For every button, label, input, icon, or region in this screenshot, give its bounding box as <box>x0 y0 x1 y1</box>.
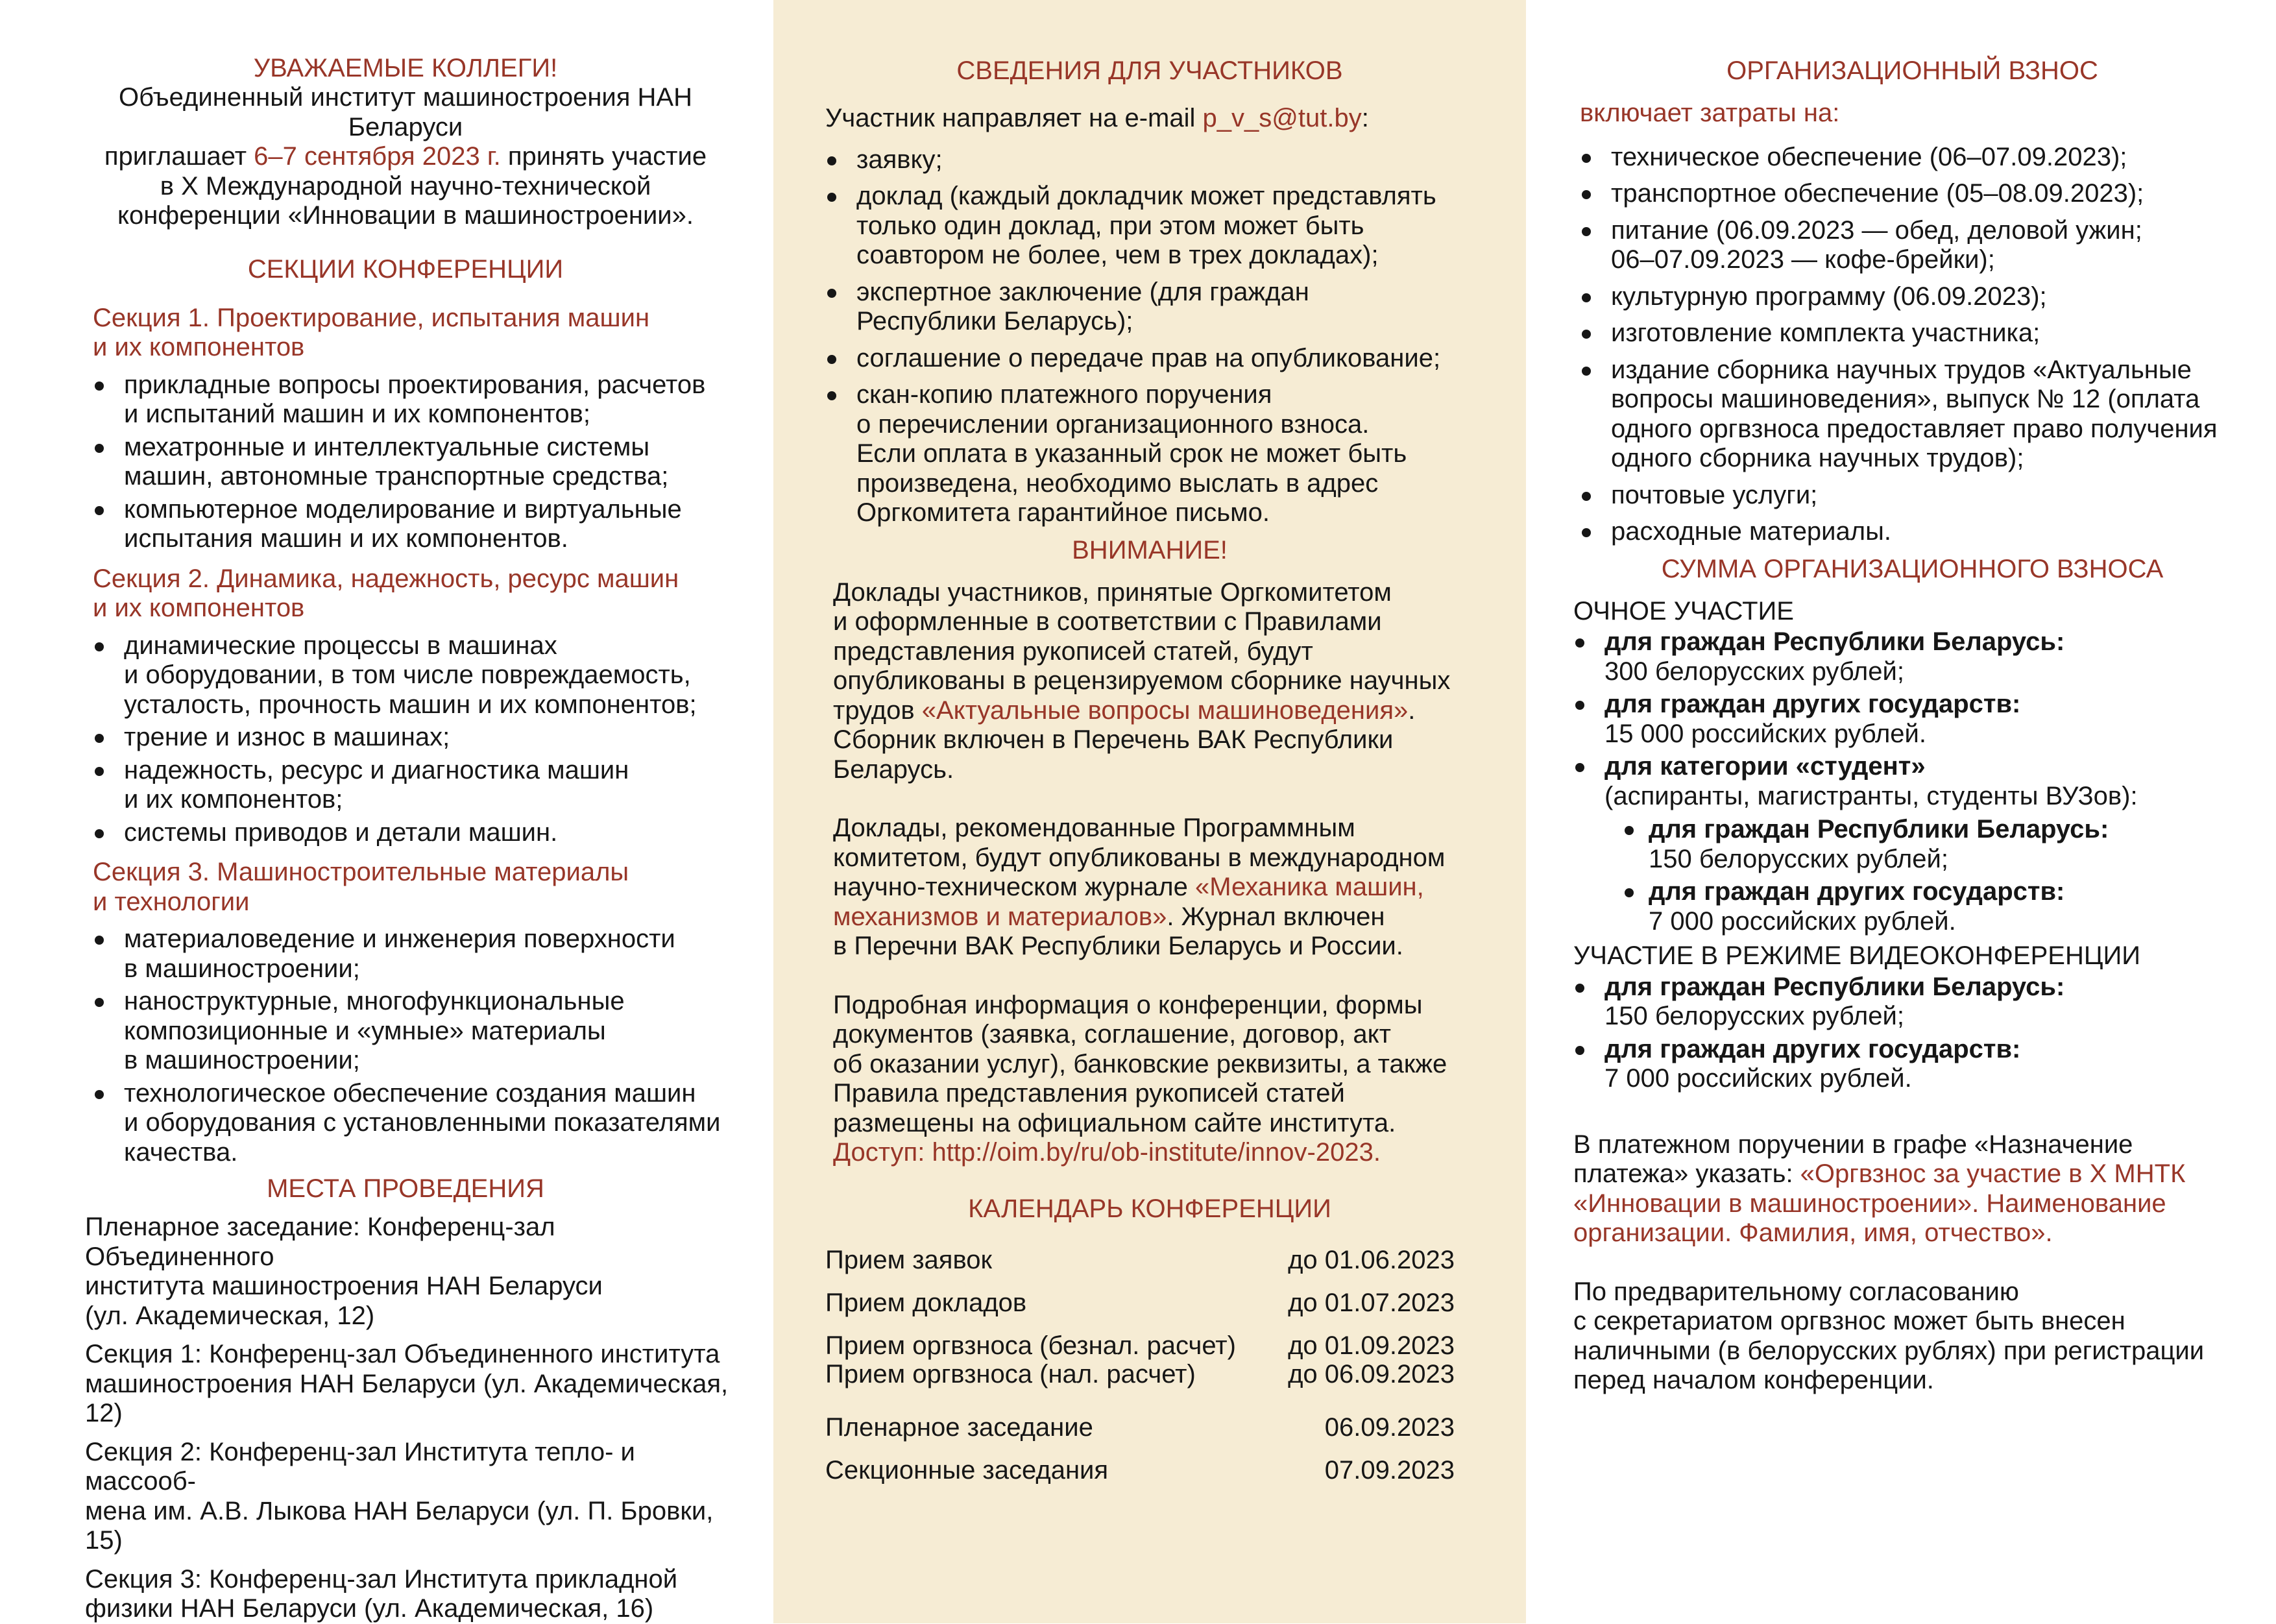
student-fees <box>1623 815 2251 936</box>
right-column <box>1573 0 2251 1396</box>
section-title: Секция 2. Динамика, надежность, ресурс машин и их компонентов <box>93 564 679 622</box>
fee-category: для категории «студент» <box>1604 752 1926 781</box>
list-item: скан-копию платежного поручения о перечислении организационного взноса. Если оплата в указанный срок не может быть произведена, необходимо выслать в адрес Оргкомитета гарантийное письмо. <box>825 380 1474 528</box>
fulltime-title: ОЧНОЕ УЧАСТИЕ <box>1573 596 1794 625</box>
left-column <box>62 0 749 1624</box>
calendar-row <box>825 1360 1455 1388</box>
section-topics <box>62 370 749 554</box>
fee-amount: 7 000 российских рублей. <box>1649 906 1956 936</box>
fee-category: для граждан других государств: <box>1649 877 2065 906</box>
venue-item: Секция 3: Конференц-зал Института прикладной физики НАН Беларуси (ул. Академическая, 16) <box>85 1564 678 1623</box>
email-address[interactable]: p_v_s@tut.by <box>1202 104 1362 132</box>
cash-payment-note: По предварительному согласованию с секретариатом оргвзнос может быть внесен наличными (в белорусских рублях) при регистрации перед началом конференции. <box>1573 1277 2205 1394</box>
calendar-label: Прием оргвзноса (нал. расчет) <box>825 1359 1196 1388</box>
calendar-date: 06.09.2023 <box>1324 1412 1455 1442</box>
list-item: компьютерное моделирование и виртуальные испытания машин и их компонентов. <box>93 495 749 554</box>
section-3 <box>62 858 749 1167</box>
documents-list <box>825 145 1474 528</box>
fee-category-note: (аспиранты, магистранты, студенты ВУЗов): <box>1604 781 2138 810</box>
venues-title: МЕСТА ПРОВЕДЕНИЯ <box>267 1174 544 1203</box>
calendar-row <box>825 1456 1455 1485</box>
invitation-part2: принять участие в X Международной научно-технической конференции «Инновации в машиностроении». <box>117 142 707 230</box>
calendar-label: Прием оргвзноса (безнал. расчет) <box>825 1331 1236 1360</box>
fee-amount: 15 000 российских рублей. <box>1604 719 1926 748</box>
fee-category: для граждан других государств: <box>1604 690 2021 718</box>
website-link[interactable]: Доступ: http://oim.by/ru/ob-institute/innov-2023. <box>833 1138 1381 1167</box>
calendar-label: Прием заявок <box>825 1245 992 1274</box>
calendar-date: до 01.06.2023 <box>1288 1245 1455 1274</box>
fee-sum-title: СУММА ОРГАНИЗАЦИОННОГО ВЗНОСА <box>1661 554 2164 583</box>
journal-name: «Механика машин, механизмов и материалов» <box>833 873 1424 931</box>
section-2 <box>62 564 749 848</box>
list-item: соглашение о передаче прав на опубликование; <box>825 344 1474 374</box>
list-item: системы приводов и детали машин. <box>93 818 749 848</box>
sections-title: СЕКЦИИ КОНФЕРЕНЦИИ <box>247 254 564 284</box>
venue-item: Секция 2: Конференц-зал Института тепло- и массооб- мена им. А.В. Лыкова НАН Беларуси (ул. П. Бровки, 15) <box>85 1437 714 1555</box>
list-item: питание (06.09.2023 — обед, деловой ужин; 06–07.09.2023 — кофе-брейки); <box>1580 216 2251 275</box>
fulltime-fees <box>1573 627 2251 936</box>
calendar-row <box>825 1289 1455 1317</box>
fee-title: ОРГАНИЗАЦИОННЫЙ ВЗНОС <box>1726 56 2098 85</box>
calendar-table <box>825 1246 1474 1485</box>
list-item: трение и износ в машинах; <box>93 723 749 753</box>
paragraph-text: В платежном поручении в графе «Назначение платежа» указать: <box>1573 1130 2133 1188</box>
fee-item <box>1623 815 2251 874</box>
venues-list <box>62 1213 749 1624</box>
list-item: динамические процессы в машинах и оборудовании, в том числе повреждаемость, усталость, прочность машин и их компонентов; <box>93 631 749 720</box>
fee-category: для граждан других государств: <box>1604 1034 2021 1063</box>
attention-body <box>825 578 1474 1168</box>
section-1 <box>62 304 749 554</box>
conference-dates: 6–7 сентября 2023 г. <box>254 142 501 171</box>
invitation-text <box>62 83 749 231</box>
section-topics <box>62 631 749 848</box>
list-item: почтовые услуги; <box>1580 481 2251 511</box>
participants-info-title: СВЕДЕНИЯ ДЛЯ УЧАСТНИКОВ <box>956 56 1343 85</box>
payment-purpose <box>1573 1130 2251 1248</box>
paragraph-text: . Журнал включен в Перечни ВАК Республики Беларусь и России. <box>833 902 1403 960</box>
calendar-date: 07.09.2023 <box>1324 1455 1455 1485</box>
fee-item <box>1623 877 2251 936</box>
fee-item <box>1573 973 2251 1032</box>
calendar-row <box>825 1413 1455 1442</box>
calendar-row <box>825 1331 1455 1360</box>
email-line <box>825 104 1474 134</box>
video-fees <box>1573 973 2251 1094</box>
middle-column <box>773 0 1526 1623</box>
invitation-part1: Объединенный институт машиностроения НАН Беларуси приглашает <box>104 83 692 171</box>
fee-item <box>1573 690 2251 749</box>
section-title: Секция 3. Машиностроительные материалы и технологии <box>93 858 629 916</box>
list-item: транспортное обеспечение (05–08.09.2023); <box>1580 179 2251 209</box>
list-item: культурную программу (06.09.2023); <box>1580 282 2251 312</box>
calendar-row <box>825 1246 1455 1274</box>
attention-title: ВНИМАНИЕ! <box>1072 535 1228 564</box>
paragraph-text: Доклады участников, принятые Оргкомитетом и оформленные в соответствии с Правилами представления рукописей статей, будут опубликованы в рецензируемом сборнике научных трудов <box>833 577 1451 725</box>
fee-amount: 7 000 российских рублей. <box>1604 1064 1912 1093</box>
paragraph-text: Доклады, рекомендованные Программным комитетом, будут опубликованы в международном научно-техническом журнале <box>833 814 1446 901</box>
calendar-label: Секционные заседания <box>825 1455 1109 1485</box>
details-paragraph: Подробная информация о конференции, формы документов (заявка, соглашение, договор, акт об оказании услуг), банковские реквизиты, а также Правила представления рукописей статей размещены на официальном сайте института. <box>833 990 1447 1137</box>
journal-paragraph <box>833 814 1474 962</box>
list-item: экспертное заключение (для граждан Республики Беларусь); <box>825 278 1474 337</box>
payment-purpose-text: «Оргвзнос за участие в X МНТК «Инновации в машиностроении». Наименование организации. Фамилия, имя, отчество». <box>1573 1159 2186 1247</box>
section-topics <box>62 925 749 1167</box>
list-item: расходные материалы. <box>1580 517 2251 547</box>
fee-item <box>1573 752 2251 936</box>
venue-item: Пленарное заседание: Конференц-зал Объединенного института машиностроения НАН Беларуси (ул. Академическая, 12) <box>85 1213 603 1330</box>
fee-amount: 150 белорусских рублей; <box>1604 1002 1904 1030</box>
list-item: изготовление комплекта участника; <box>1580 319 2251 348</box>
fee-item <box>1573 627 2251 686</box>
list-item: техническое обеспечение (06–07.09.2023); <box>1580 143 2251 173</box>
paragraph-text: . Сборник включен в Перечень ВАК Республики Беларусь. <box>833 696 1416 784</box>
venue-item: Секция 1: Конференц-зал Объединенного института машиностроения НАН Беларуси (ул. Академическая, 12) <box>85 1340 729 1427</box>
list-item: материаловедение и инженерия поверхности в машиностроении; <box>93 925 749 984</box>
calendar-date: до 01.07.2023 <box>1288 1288 1455 1317</box>
fee-category: для граждан Республики Беларусь: <box>1604 972 2065 1001</box>
calendar-label: Прием докладов <box>825 1288 1027 1317</box>
list-item: мехатронные и интеллектуальные системы машин, автономные транспортные средства; <box>93 433 749 492</box>
fee-cost-items <box>1573 143 2251 547</box>
list-item: прикладные вопросы проектирования, расчетов и испытаний машин и их компонентов; <box>93 370 749 430</box>
list-item: доклад (каждый докладчик может представлять только один доклад, при этом может быть соавтором не более, чем в трех докладах); <box>825 182 1474 271</box>
greeting-title: УВАЖАЕМЫЕ КОЛЛЕГИ! <box>253 54 558 82</box>
email-intro: Участник направляет на e-mail <box>825 104 1203 132</box>
email-colon: : <box>1361 104 1369 132</box>
list-item: надежность, ресурс и диагностика машин и их компонентов; <box>93 756 749 815</box>
fee-item <box>1573 1035 2251 1094</box>
fee-includes: включает затраты на: <box>1580 99 1840 127</box>
calendar-date: до 06.09.2023 <box>1288 1359 1455 1388</box>
fee-amount: 300 белорусских рублей; <box>1604 657 1904 686</box>
list-item: заявку; <box>825 145 1474 175</box>
calendar-date: до 01.09.2023 <box>1288 1331 1455 1360</box>
list-item: наноструктурные, многофункциональные композиционные и «умные» материалы в машиностроении; <box>93 987 749 1076</box>
fee-category: для граждан Республики Беларусь: <box>1649 815 2109 843</box>
section-title: Секция 1. Проектирование, испытания машин и их компонентов <box>93 303 650 361</box>
list-item: издание сборника научных трудов «Актуальные вопросы машиноведения», выпуск № 12 (оплата одного оргвзноса предоставляет право получения одного сборника научных трудов); <box>1580 356 2251 474</box>
fee-category: для граждан Республики Беларусь: <box>1604 627 2065 656</box>
calendar-title: КАЛЕНДАРЬ КОНФЕРЕНЦИИ <box>968 1194 1331 1223</box>
fee-amount: 150 белорусских рублей; <box>1649 844 1948 873</box>
calendar-label: Пленарное заседание <box>825 1412 1093 1442</box>
proceedings-name: «Актуальные вопросы машиноведения» <box>921 696 1409 725</box>
proceedings-paragraph <box>833 578 1474 785</box>
list-item: технологическое обеспечение создания машин и оборудования с установленными показателями качества. <box>93 1079 749 1168</box>
video-title: УЧАСТИЕ В РЕЖИМЕ ВИДЕОКОНФЕРЕНЦИИ <box>1573 941 2140 970</box>
